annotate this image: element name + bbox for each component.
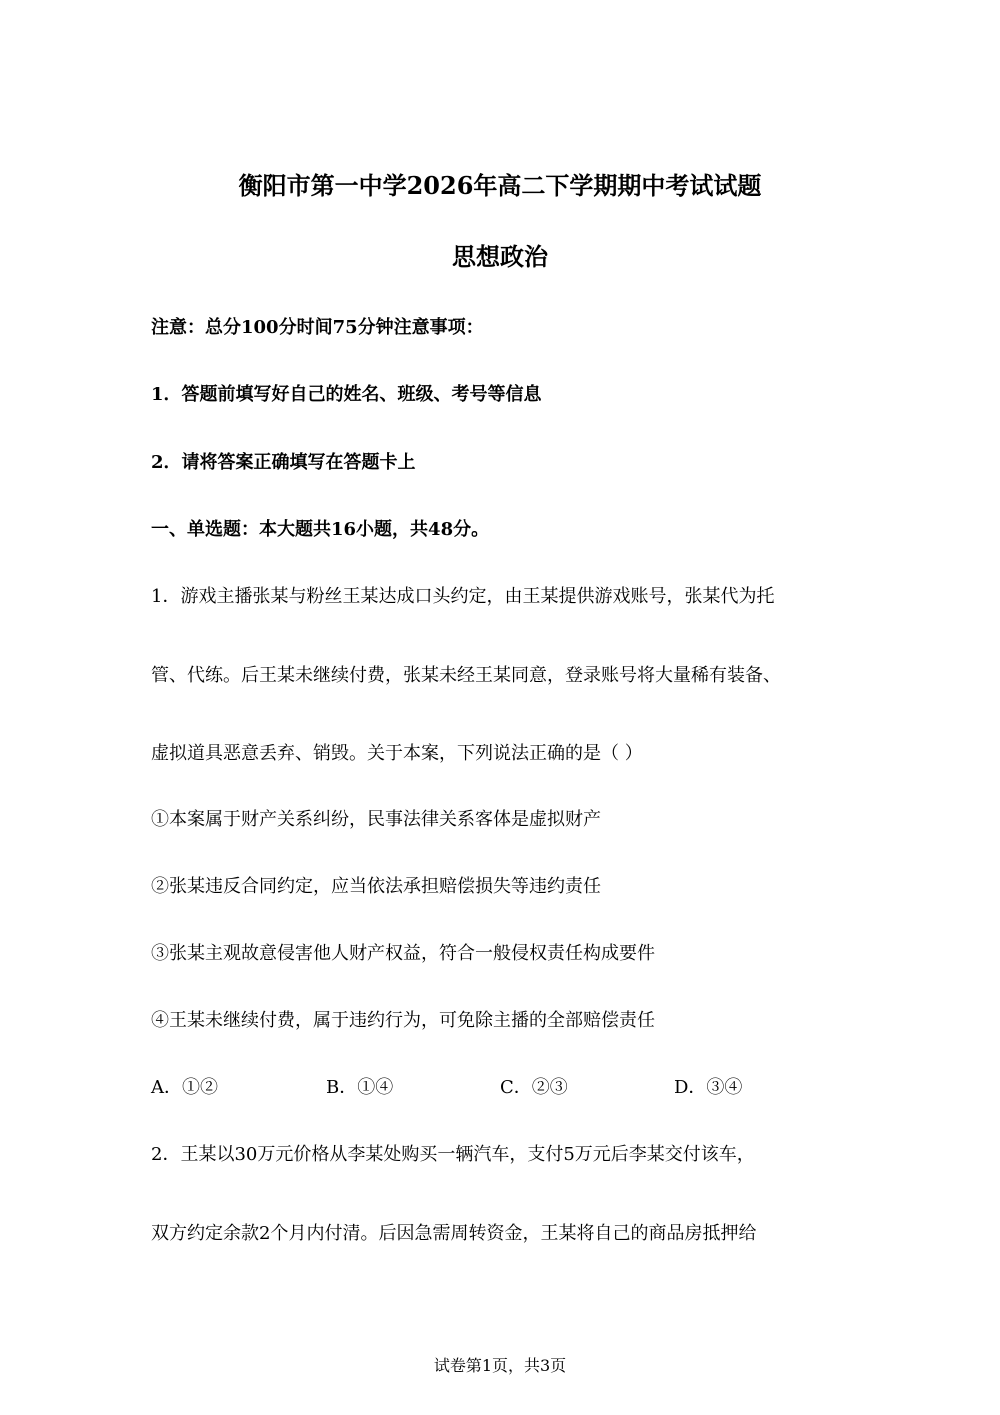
page-footer: 试卷第1页，共3页 — [433, 1356, 567, 1375]
notice-heading: 注意：总分100分时间75分钟注意事项： — [151, 317, 484, 338]
q1-stem-line-2: 管、代练。后王某未继续付费，张某未经王某同意，登录账号将大量稀有装备、 — [151, 665, 781, 686]
q1-option-a: A．①② — [151, 1077, 218, 1098]
q1-statement-4: ④王某未继续付费，属于违约行为，可免除主播的全部赔偿责任 — [151, 1010, 655, 1031]
q2-stem-line-2: 双方约定余款2个月内付清。后因急需周转资金，王某将自己的商品房抵押给 — [151, 1223, 757, 1244]
q1-option-b: B．①④ — [326, 1077, 394, 1098]
exam-title: 衡阳市第一中学2026年高二下学期期中考试试题 — [238, 171, 762, 200]
q1-option-c: C．②③ — [500, 1077, 568, 1098]
q1-stem-line-3: 虚拟道具恶意丢弃、销毁。关于本案，下列说法正确的是（ ） — [151, 743, 643, 764]
subject-title: 思想政治 — [452, 242, 548, 271]
notice-item-2: 2．请将答案正确填写在答题卡上 — [151, 452, 416, 473]
q1-stem-line-1: 1．游戏主播张某与粉丝王某达成口头约定，由王某提供游戏账号，张某代为托 — [151, 586, 775, 607]
q1-statement-1: ①本案属于财产关系纠纷，民事法律关系客体是虚拟财产 — [151, 809, 601, 830]
notice-item-1: 1．答题前填写好自己的姓名、班级、考号等信息 — [151, 384, 542, 405]
q1-option-d: D．③④ — [674, 1077, 743, 1098]
q1-statement-3: ③张某主观故意侵害他人财产权益，符合一般侵权责任构成要件 — [151, 943, 655, 964]
q2-stem-line-1: 2．王某以30万元价格从李某处购买一辆汽车，支付5万元后李某交付该车， — [151, 1144, 755, 1165]
q1-statement-2: ②张某违反合同约定，应当依法承担赔偿损失等违约责任 — [151, 876, 601, 897]
section-heading: 一、单选题：本大题共16小题，共48分。 — [151, 519, 490, 540]
